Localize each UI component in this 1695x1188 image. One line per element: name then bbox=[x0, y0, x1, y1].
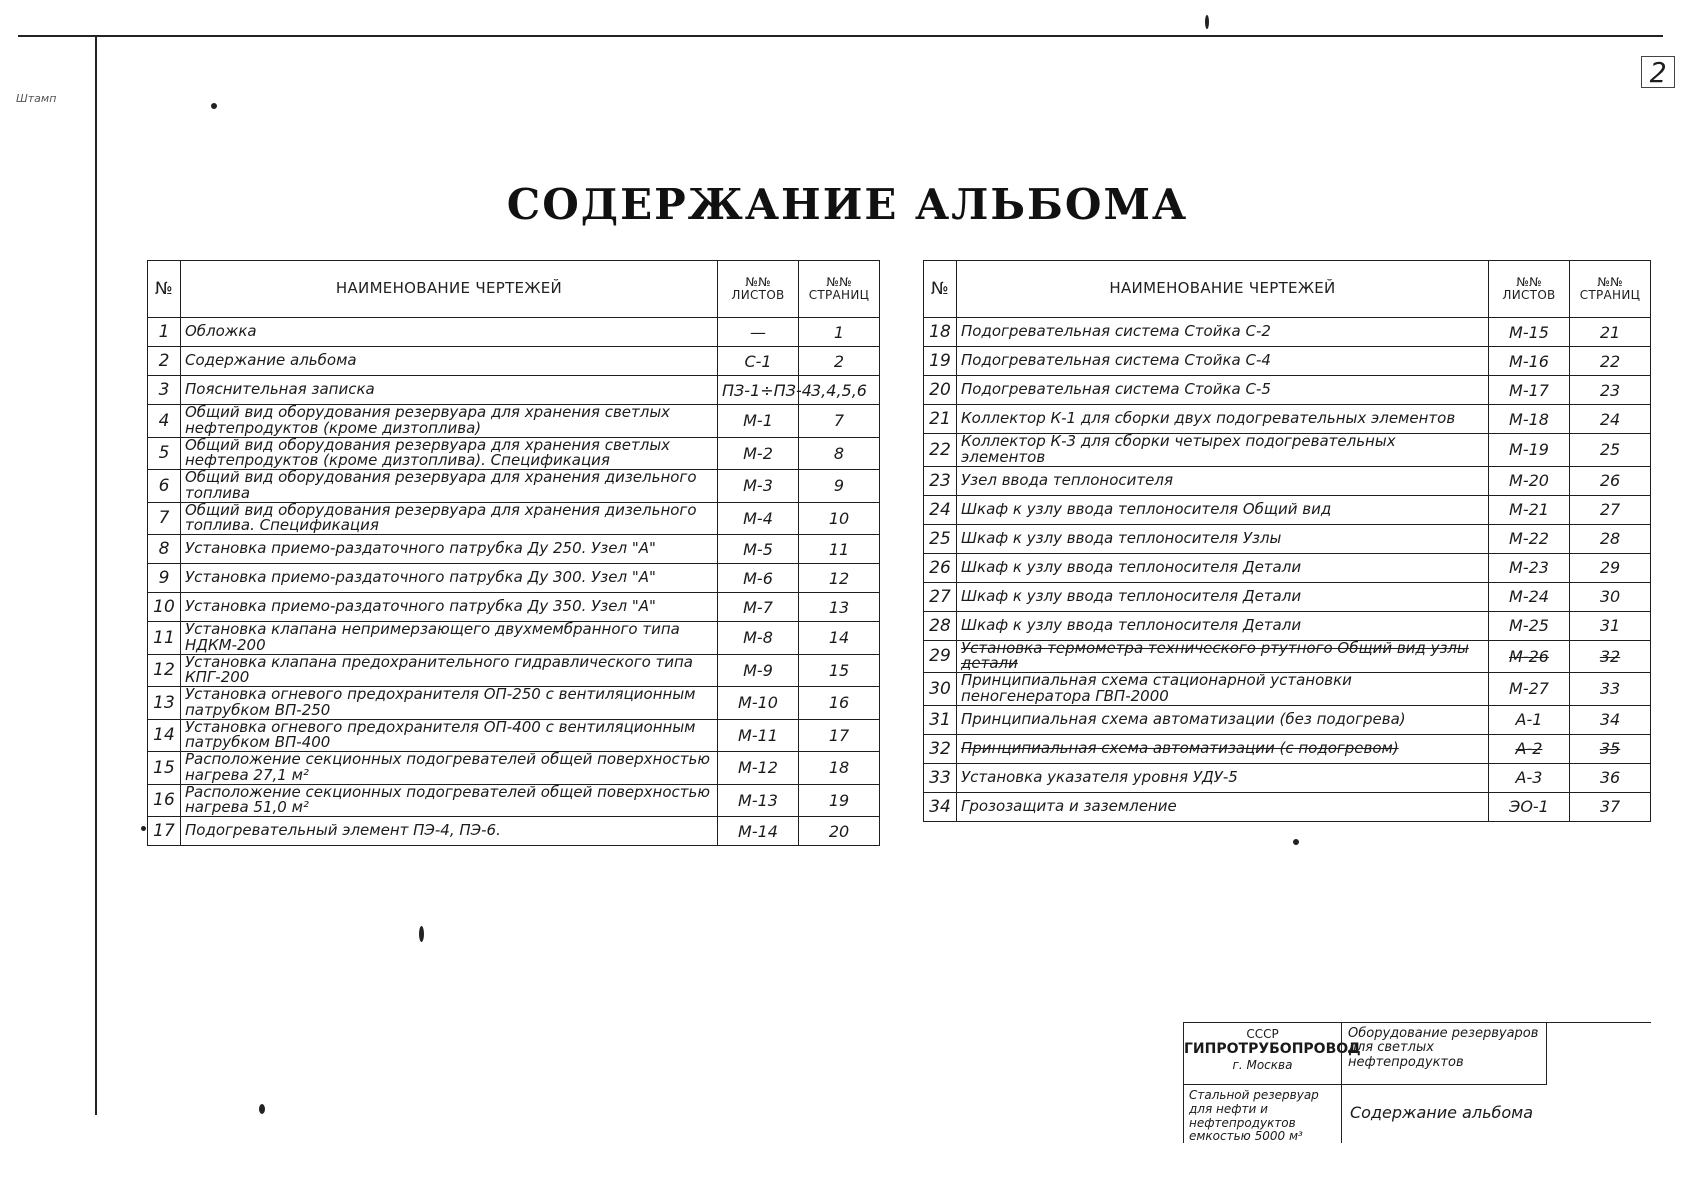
right-contents-table bbox=[923, 260, 1651, 822]
row-sheet-code: М-21 bbox=[1489, 495, 1570, 524]
row-page-number: 27 bbox=[1570, 495, 1651, 524]
row-sheet-code: М-6 bbox=[718, 564, 799, 593]
row-page-number: 19 bbox=[799, 784, 880, 817]
right-header-page-label: №№ СТРАНИЦ bbox=[1579, 275, 1641, 302]
table-row bbox=[148, 347, 880, 376]
table-row bbox=[148, 687, 880, 720]
row-title: Коллектор К-3 для сборки четырех подогревательных элементов bbox=[957, 434, 1489, 467]
row-number: 7 bbox=[148, 502, 181, 535]
row-number: 34 bbox=[924, 792, 957, 821]
row-number: 19 bbox=[924, 347, 957, 376]
left-strip-label: Штамп bbox=[16, 92, 57, 105]
row-sheet-code: А-2 bbox=[1489, 734, 1570, 763]
row-number: 11 bbox=[148, 622, 181, 655]
row-page-number: 13 bbox=[799, 593, 880, 622]
row-title: Принципиальная схема стационарной установки пеногенератора ГВП-2000 bbox=[957, 673, 1489, 706]
row-title: Установка термометра технического ртутного Общий вид узлы детали bbox=[957, 640, 1489, 673]
row-number: 3 bbox=[148, 376, 181, 405]
table-row bbox=[148, 817, 880, 846]
table-row bbox=[148, 752, 880, 785]
row-title: Шкаф к узлу ввода теплоносителя Детали bbox=[957, 553, 1489, 582]
row-number: 33 bbox=[924, 763, 957, 792]
row-number: 22 bbox=[924, 434, 957, 467]
row-title: Расположение секционных подогревателей общей поверхностью нагрева 27,1 м² bbox=[181, 752, 718, 785]
row-sheet-code: М-12 bbox=[718, 752, 799, 785]
row-title: Общий вид оборудования резервуара для хранения дизельного топлива bbox=[181, 470, 718, 503]
left-contents-table bbox=[147, 260, 880, 846]
row-number: 8 bbox=[148, 535, 181, 564]
table-row bbox=[148, 564, 880, 593]
title-block-organization bbox=[1184, 1023, 1361, 1085]
row-sheet-code: М-11 bbox=[718, 719, 799, 752]
row-title: Принципиальная схема автоматизации (с подогревом) bbox=[957, 734, 1489, 763]
left-header-sheet bbox=[718, 261, 799, 318]
table-row bbox=[924, 434, 1651, 467]
scan-speck bbox=[141, 826, 146, 831]
table-row bbox=[924, 792, 1651, 821]
right-table-wrap bbox=[923, 260, 1651, 822]
row-title: Установка клапана непримерзающего двухмембранного типа НДКМ-200 bbox=[181, 622, 718, 655]
table-row bbox=[924, 553, 1651, 582]
row-page-number: 29 bbox=[1570, 553, 1651, 582]
scan-speck bbox=[1205, 15, 1209, 29]
row-title: Подогревательный элемент ПЭ-4, ПЭ-6. bbox=[181, 817, 718, 846]
row-page-number: 8 bbox=[799, 437, 880, 470]
row-sheet-code: М-14 bbox=[718, 817, 799, 846]
row-page-number: 22 bbox=[1570, 347, 1651, 376]
row-sheet-code: М-9 bbox=[718, 654, 799, 687]
row-title: Подогревательная система Стойка С-2 bbox=[957, 318, 1489, 347]
row-number: 9 bbox=[148, 564, 181, 593]
table-row bbox=[924, 495, 1651, 524]
row-page-number: 1 bbox=[799, 318, 880, 347]
row-number: 14 bbox=[148, 719, 181, 752]
row-sheet-code: М-5 bbox=[718, 535, 799, 564]
table-row bbox=[924, 640, 1651, 673]
row-sheet-code: М-15 bbox=[1489, 318, 1570, 347]
table-row bbox=[148, 405, 880, 438]
row-number: 24 bbox=[924, 495, 957, 524]
row-number: 5 bbox=[148, 437, 181, 470]
scan-speck bbox=[419, 926, 424, 942]
row-sheet-code: М-2 bbox=[718, 437, 799, 470]
left-header-page-label: №№ СТРАНИЦ bbox=[808, 275, 870, 302]
row-sheet-code: А-1 bbox=[1489, 705, 1570, 734]
row-number: 31 bbox=[924, 705, 957, 734]
row-page-number: 30 bbox=[1570, 582, 1651, 611]
title-block-object: Стальной резервуар для нефти и нефтепродуктов емкостью 5000 м³ bbox=[1184, 1085, 1342, 1143]
row-sheet-code: М-1 bbox=[718, 405, 799, 438]
row-sheet-code: М-4 bbox=[718, 502, 799, 535]
row-title: Расположение секционных подогревателей общей поверхностью нагрева 51,0 м² bbox=[181, 784, 718, 817]
row-number: 25 bbox=[924, 524, 957, 553]
table-row bbox=[148, 654, 880, 687]
row-number: 30 bbox=[924, 673, 957, 706]
table-row bbox=[148, 593, 880, 622]
row-page-number: 35 bbox=[1570, 734, 1651, 763]
row-number: 27 bbox=[924, 582, 957, 611]
row-sheet-code: М-26 bbox=[1489, 640, 1570, 673]
row-sheet-code: М-8 bbox=[718, 622, 799, 655]
row-title: Коллектор К-1 для сборки двух подогревательных элементов bbox=[957, 405, 1489, 434]
table-row bbox=[148, 719, 880, 752]
row-page-number: 28 bbox=[1570, 524, 1651, 553]
row-sheet-code: М-20 bbox=[1489, 466, 1570, 495]
table-row bbox=[924, 763, 1651, 792]
row-page-number: 33 bbox=[1570, 673, 1651, 706]
row-page-number: 36 bbox=[1570, 763, 1651, 792]
table-row bbox=[924, 318, 1651, 347]
title-block bbox=[1183, 1022, 1651, 1143]
table-row bbox=[924, 405, 1651, 434]
row-title: Шкаф к узлу ввода теплоносителя Общий вид bbox=[957, 495, 1489, 524]
row-number: 16 bbox=[148, 784, 181, 817]
row-sheet-code: М-23 bbox=[1489, 553, 1570, 582]
row-number: 4 bbox=[148, 405, 181, 438]
row-title: Общий вид оборудования резервуара для хранения светлых нефтепродуктов (кроме дизтоплива). Спецификация bbox=[181, 437, 718, 470]
row-page-number: 7 bbox=[799, 405, 880, 438]
row-sheet-code: М-3 bbox=[718, 470, 799, 503]
table-row bbox=[924, 466, 1651, 495]
row-page-number: 9 bbox=[799, 470, 880, 503]
table-row bbox=[924, 347, 1651, 376]
row-page-number: 37 bbox=[1570, 792, 1651, 821]
row-title: Узел ввода теплоносителя bbox=[957, 466, 1489, 495]
row-number: 6 bbox=[148, 470, 181, 503]
row-number: 23 bbox=[924, 466, 957, 495]
title-block-project: Оборудование резервуаров для светлых нефтепродуктов bbox=[1342, 1023, 1547, 1085]
right-header-page bbox=[1570, 261, 1651, 318]
row-page-number: 14 bbox=[799, 622, 880, 655]
table-row bbox=[924, 524, 1651, 553]
table-row bbox=[148, 535, 880, 564]
row-page-number: 16 bbox=[799, 687, 880, 720]
row-title: Содержание альбома bbox=[181, 347, 718, 376]
table-row bbox=[924, 673, 1651, 706]
table-row bbox=[924, 705, 1651, 734]
table-row bbox=[924, 376, 1651, 405]
title-block-sheet-title: Содержание альбома bbox=[1350, 1103, 1534, 1122]
left-table-wrap bbox=[147, 260, 880, 846]
scan-speck bbox=[259, 1104, 265, 1114]
row-page-number: 31 bbox=[1570, 611, 1651, 640]
right-header-sheet-label: №№ ЛИСТОВ bbox=[1502, 275, 1556, 302]
title-block-country: СССР bbox=[1246, 1027, 1279, 1041]
row-page-number: 34 bbox=[1570, 705, 1651, 734]
row-page-number: 23 bbox=[1570, 376, 1651, 405]
row-title: Установка приемо-раздаточного патрубка Ду 300. Узел "А" bbox=[181, 564, 718, 593]
row-title: Шкаф к узлу ввода теплоносителя Узлы bbox=[957, 524, 1489, 553]
row-title: Подогревательная система Стойка С-4 bbox=[957, 347, 1489, 376]
row-sheet-code: М-18 bbox=[1489, 405, 1570, 434]
row-page-number: 32 bbox=[1570, 640, 1651, 673]
title-block-organization-name: ГИПРОТРУБОПРОВОД bbox=[1184, 1041, 1361, 1058]
row-number: 2 bbox=[148, 347, 181, 376]
table-row bbox=[924, 611, 1651, 640]
row-title: Общий вид оборудования резервуара для хранения дизельного топлива. Спецификация bbox=[181, 502, 718, 535]
row-title: Обложка bbox=[181, 318, 718, 347]
row-page-number: 25 bbox=[1570, 434, 1651, 467]
row-title: Установка огневого предохранителя ОП-250 с вентиляционным патрубком ВП-250 bbox=[181, 687, 718, 720]
row-sheet-code: М-16 bbox=[1489, 347, 1570, 376]
row-page-number: 20 bbox=[799, 817, 880, 846]
right-header-sheet bbox=[1489, 261, 1570, 318]
row-number: 28 bbox=[924, 611, 957, 640]
row-title: Пояснительная записка bbox=[181, 376, 718, 405]
row-page-number: 26 bbox=[1570, 466, 1651, 495]
row-sheet-code: М-22 bbox=[1489, 524, 1570, 553]
row-title: Установка приемо-раздаточного патрубка Ду 350. Узел "А" bbox=[181, 593, 718, 622]
row-number: 26 bbox=[924, 553, 957, 582]
top-frame-line bbox=[18, 35, 1663, 37]
table-row bbox=[924, 582, 1651, 611]
row-number: 29 bbox=[924, 640, 957, 673]
row-page-number: 11 bbox=[799, 535, 880, 564]
title-block-stamp bbox=[1547, 1023, 1651, 1085]
table-row bbox=[148, 502, 880, 535]
row-number: 17 bbox=[148, 817, 181, 846]
row-number: 21 bbox=[924, 405, 957, 434]
row-number: 13 bbox=[148, 687, 181, 720]
row-sheet-code: С-1 bbox=[718, 347, 799, 376]
table-row bbox=[148, 784, 880, 817]
row-title: Шкаф к узлу ввода теплоносителя Детали bbox=[957, 611, 1489, 640]
row-title: Шкаф к узлу ввода теплоносителя Детали bbox=[957, 582, 1489, 611]
row-number: 1 bbox=[148, 318, 181, 347]
row-sheet-code: М-17 bbox=[1489, 376, 1570, 405]
left-header-sheet-label: №№ ЛИСТОВ bbox=[731, 275, 785, 302]
row-sheet-code: ПЗ-1÷ПЗ-4 bbox=[718, 376, 799, 405]
row-page-number: 15 bbox=[799, 654, 880, 687]
left-side-strip bbox=[10, 85, 94, 1105]
row-page-number: 2 bbox=[799, 347, 880, 376]
row-page-number: 24 bbox=[1570, 405, 1651, 434]
row-sheet-code: М-19 bbox=[1489, 434, 1570, 467]
row-sheet-code: М-7 bbox=[718, 593, 799, 622]
row-title: Установка огневого предохранителя ОП-400 с вентиляционным патрубком ВП-400 bbox=[181, 719, 718, 752]
row-title: Грозозащита и заземление bbox=[957, 792, 1489, 821]
row-title: Общий вид оборудования резервуара для хранения светлых нефтепродуктов (кроме дизтоплива) bbox=[181, 405, 718, 438]
row-page-number: 17 bbox=[799, 719, 880, 752]
row-number: 15 bbox=[148, 752, 181, 785]
title-block-city: г. Москва bbox=[1232, 1058, 1293, 1073]
row-number: 12 bbox=[148, 654, 181, 687]
table-row bbox=[148, 470, 880, 503]
row-title: Подогревательная система Стойка С-5 bbox=[957, 376, 1489, 405]
row-sheet-code: М-27 bbox=[1489, 673, 1570, 706]
row-number: 20 bbox=[924, 376, 957, 405]
row-sheet-code: ЭО-1 bbox=[1489, 792, 1570, 821]
left-header-page bbox=[799, 261, 880, 318]
table-row bbox=[148, 376, 880, 405]
page-title: СОДЕРЖАНИЕ АЛЬБОМА bbox=[506, 180, 1189, 229]
row-title: Установка приемо-раздаточного патрубка Ду 250. Узел "А" bbox=[181, 535, 718, 564]
table-row bbox=[924, 734, 1651, 763]
row-title: Установка указателя уровня УДУ-5 bbox=[957, 763, 1489, 792]
row-sheet-code: М-24 bbox=[1489, 582, 1570, 611]
row-number: 32 bbox=[924, 734, 957, 763]
right-header-number: № bbox=[924, 261, 957, 318]
row-title: Установка клапана предохранительного гидравлического типа КПГ-200 bbox=[181, 654, 718, 687]
row-title: Принципиальная схема автоматизации (без подогрева) bbox=[957, 705, 1489, 734]
left-header-name: НАИМЕНОВАНИЕ ЧЕРТЕЖЕЙ bbox=[181, 261, 718, 318]
row-sheet-code: М-13 bbox=[718, 784, 799, 817]
right-header-name: НАИМЕНОВАНИЕ ЧЕРТЕЖЕЙ bbox=[957, 261, 1489, 318]
table-row bbox=[148, 318, 880, 347]
scan-speck bbox=[211, 103, 217, 109]
table-row bbox=[148, 622, 880, 655]
scan-speck bbox=[1293, 839, 1299, 845]
row-page-number: 3,4,5,6 bbox=[799, 376, 880, 405]
row-sheet-code: М-10 bbox=[718, 687, 799, 720]
table-row bbox=[148, 437, 880, 470]
row-page-number: 21 bbox=[1570, 318, 1651, 347]
row-sheet-code: — bbox=[718, 318, 799, 347]
row-page-number: 12 bbox=[799, 564, 880, 593]
row-number: 18 bbox=[924, 318, 957, 347]
left-header-number: № bbox=[148, 261, 181, 318]
row-sheet-code: М-25 bbox=[1489, 611, 1570, 640]
row-number: 10 bbox=[148, 593, 181, 622]
row-sheet-code: А-3 bbox=[1489, 763, 1570, 792]
sheet-number: 2 bbox=[1641, 56, 1675, 88]
row-page-number: 18 bbox=[799, 752, 880, 785]
row-page-number: 10 bbox=[799, 502, 880, 535]
